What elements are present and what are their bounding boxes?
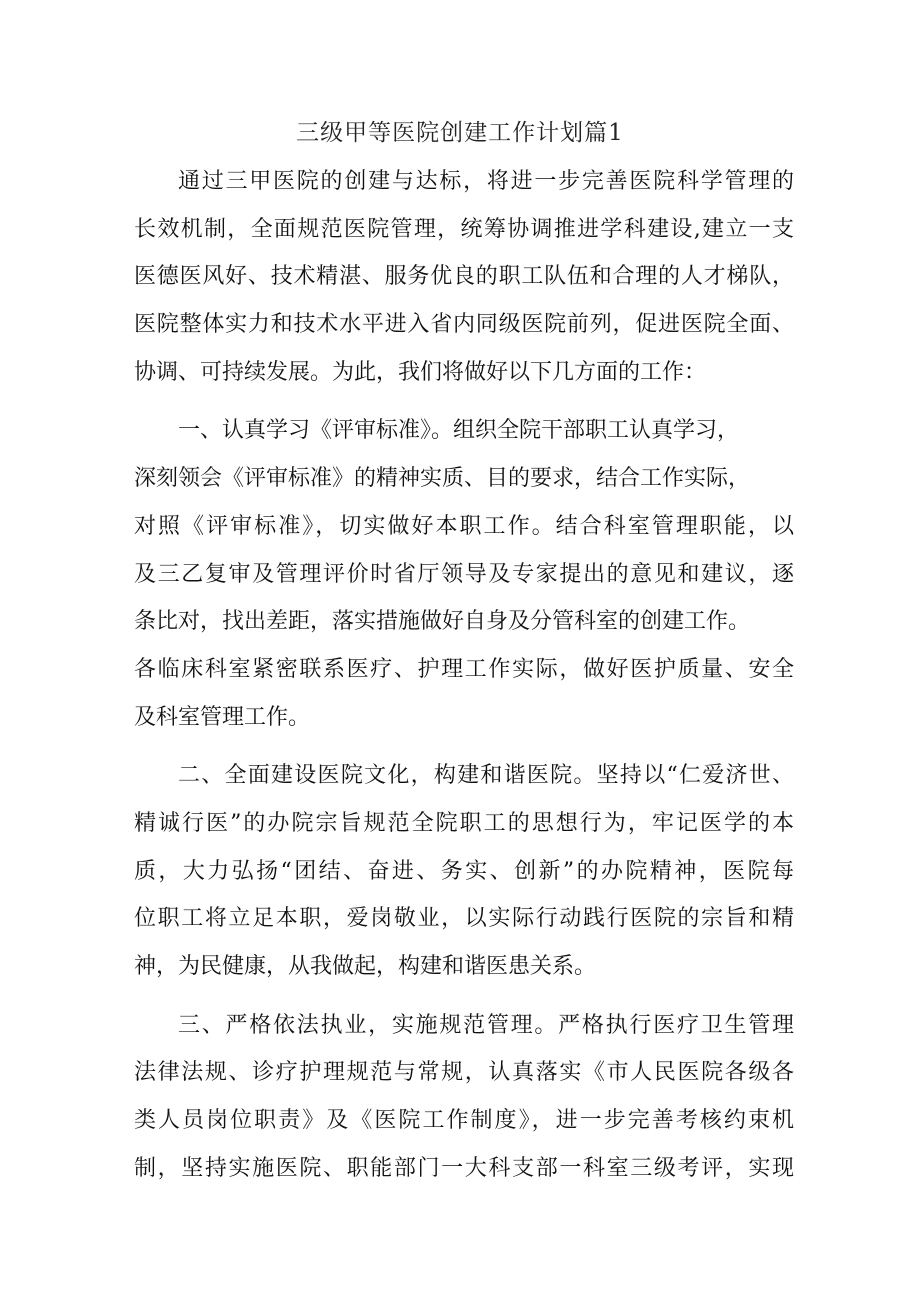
paragraph-3-line-4: 位职工将立足本职，爱岗敬业，以实际行动践行医院的宗旨和精 [134, 906, 794, 932]
paragraph-1-line-3: 医德医风好、技术精湛、服务优良的职工队伍和合理的人才梯队， [134, 264, 794, 290]
paragraph-2-line-7: 及科室管理工作。 [134, 704, 311, 730]
paragraph-gap [134, 741, 794, 752]
paragraph-2-line-6: 各临床科室紧密联系医疗、护理工作实际，做好医护质量、安全 [134, 656, 794, 682]
paragraph-1-line-1: 通过三甲医院的创建与达标，将进一步完善医院科学管理的 [178, 169, 794, 194]
paragraph-gap [134, 991, 794, 1002]
paragraph-1-line-5: 协调、可持续发展。为此，我们将做好以下几方面的工作： [134, 359, 707, 385]
document-title: 三级甲等医院创建工作计划篇1 [296, 120, 624, 146]
paragraph-2-line-2: 深刻领会《评审标准》的精神实质、目的要求，结合工作实际， [134, 466, 751, 492]
paragraph-3-line-1: 二、全面建设医院文化，构建和谐医院。坚持以“仁爱济世、 [178, 763, 794, 789]
paragraph-1-line-4: 医院整体实力和技术水平进入省内同级医院前列，促进医院全面、 [134, 312, 794, 338]
paragraph-3-line-2: 精诚行医”的办院宗旨规范全院职工的思想行为，牢记医学的本 [134, 810, 794, 836]
paragraph-2-line-4: 及三乙复审及管理评价时省厅领导及专家提出的意见和建议，逐 [134, 561, 794, 587]
paragraph-3-line-3: 质，大力弘扬“团结、奋进、务实、创新”的办院精神，医院每 [134, 858, 794, 884]
paragraph-gap [134, 396, 794, 407]
paragraph-1-line-2: 长效机制，全面规范医院管理，统筹协调推进学科建设,建立一支 [134, 216, 794, 242]
paragraph-2-line-5: 条比对，找出差距，落实措施做好自身及分管科室的创建工作。 [134, 609, 751, 635]
paragraph-4-line-2: 法律法规、诊疗护理规范与常规，认真落实《市人民医院各级各 [134, 1060, 794, 1086]
paragraph-4-line-1: 三、严格依法执业，实施规范管理。严格执行医疗卫生管理 [178, 1012, 794, 1038]
document-body [134, 158, 794, 1192]
paragraph-4-line-4: 制，坚持实施医院、职能部门一大科支部一科室三级考评，实现 [134, 1155, 794, 1181]
paragraph-3-line-5: 神，为民健康，从我做起，构建和谐医患关系。 [134, 954, 597, 979]
paragraph-4-line-3: 类人员岗位职责》及《医院工作制度》，进一步完善考核约束机 [134, 1108, 794, 1134]
paragraph-2-line-1: 一、认真学习《评审标准》。组织全院干部职工认真学习， [178, 418, 740, 444]
paragraph-2-line-3: 对照《评审标准》，切实做好本职工作。结合科室管理职能，以 [134, 513, 794, 539]
